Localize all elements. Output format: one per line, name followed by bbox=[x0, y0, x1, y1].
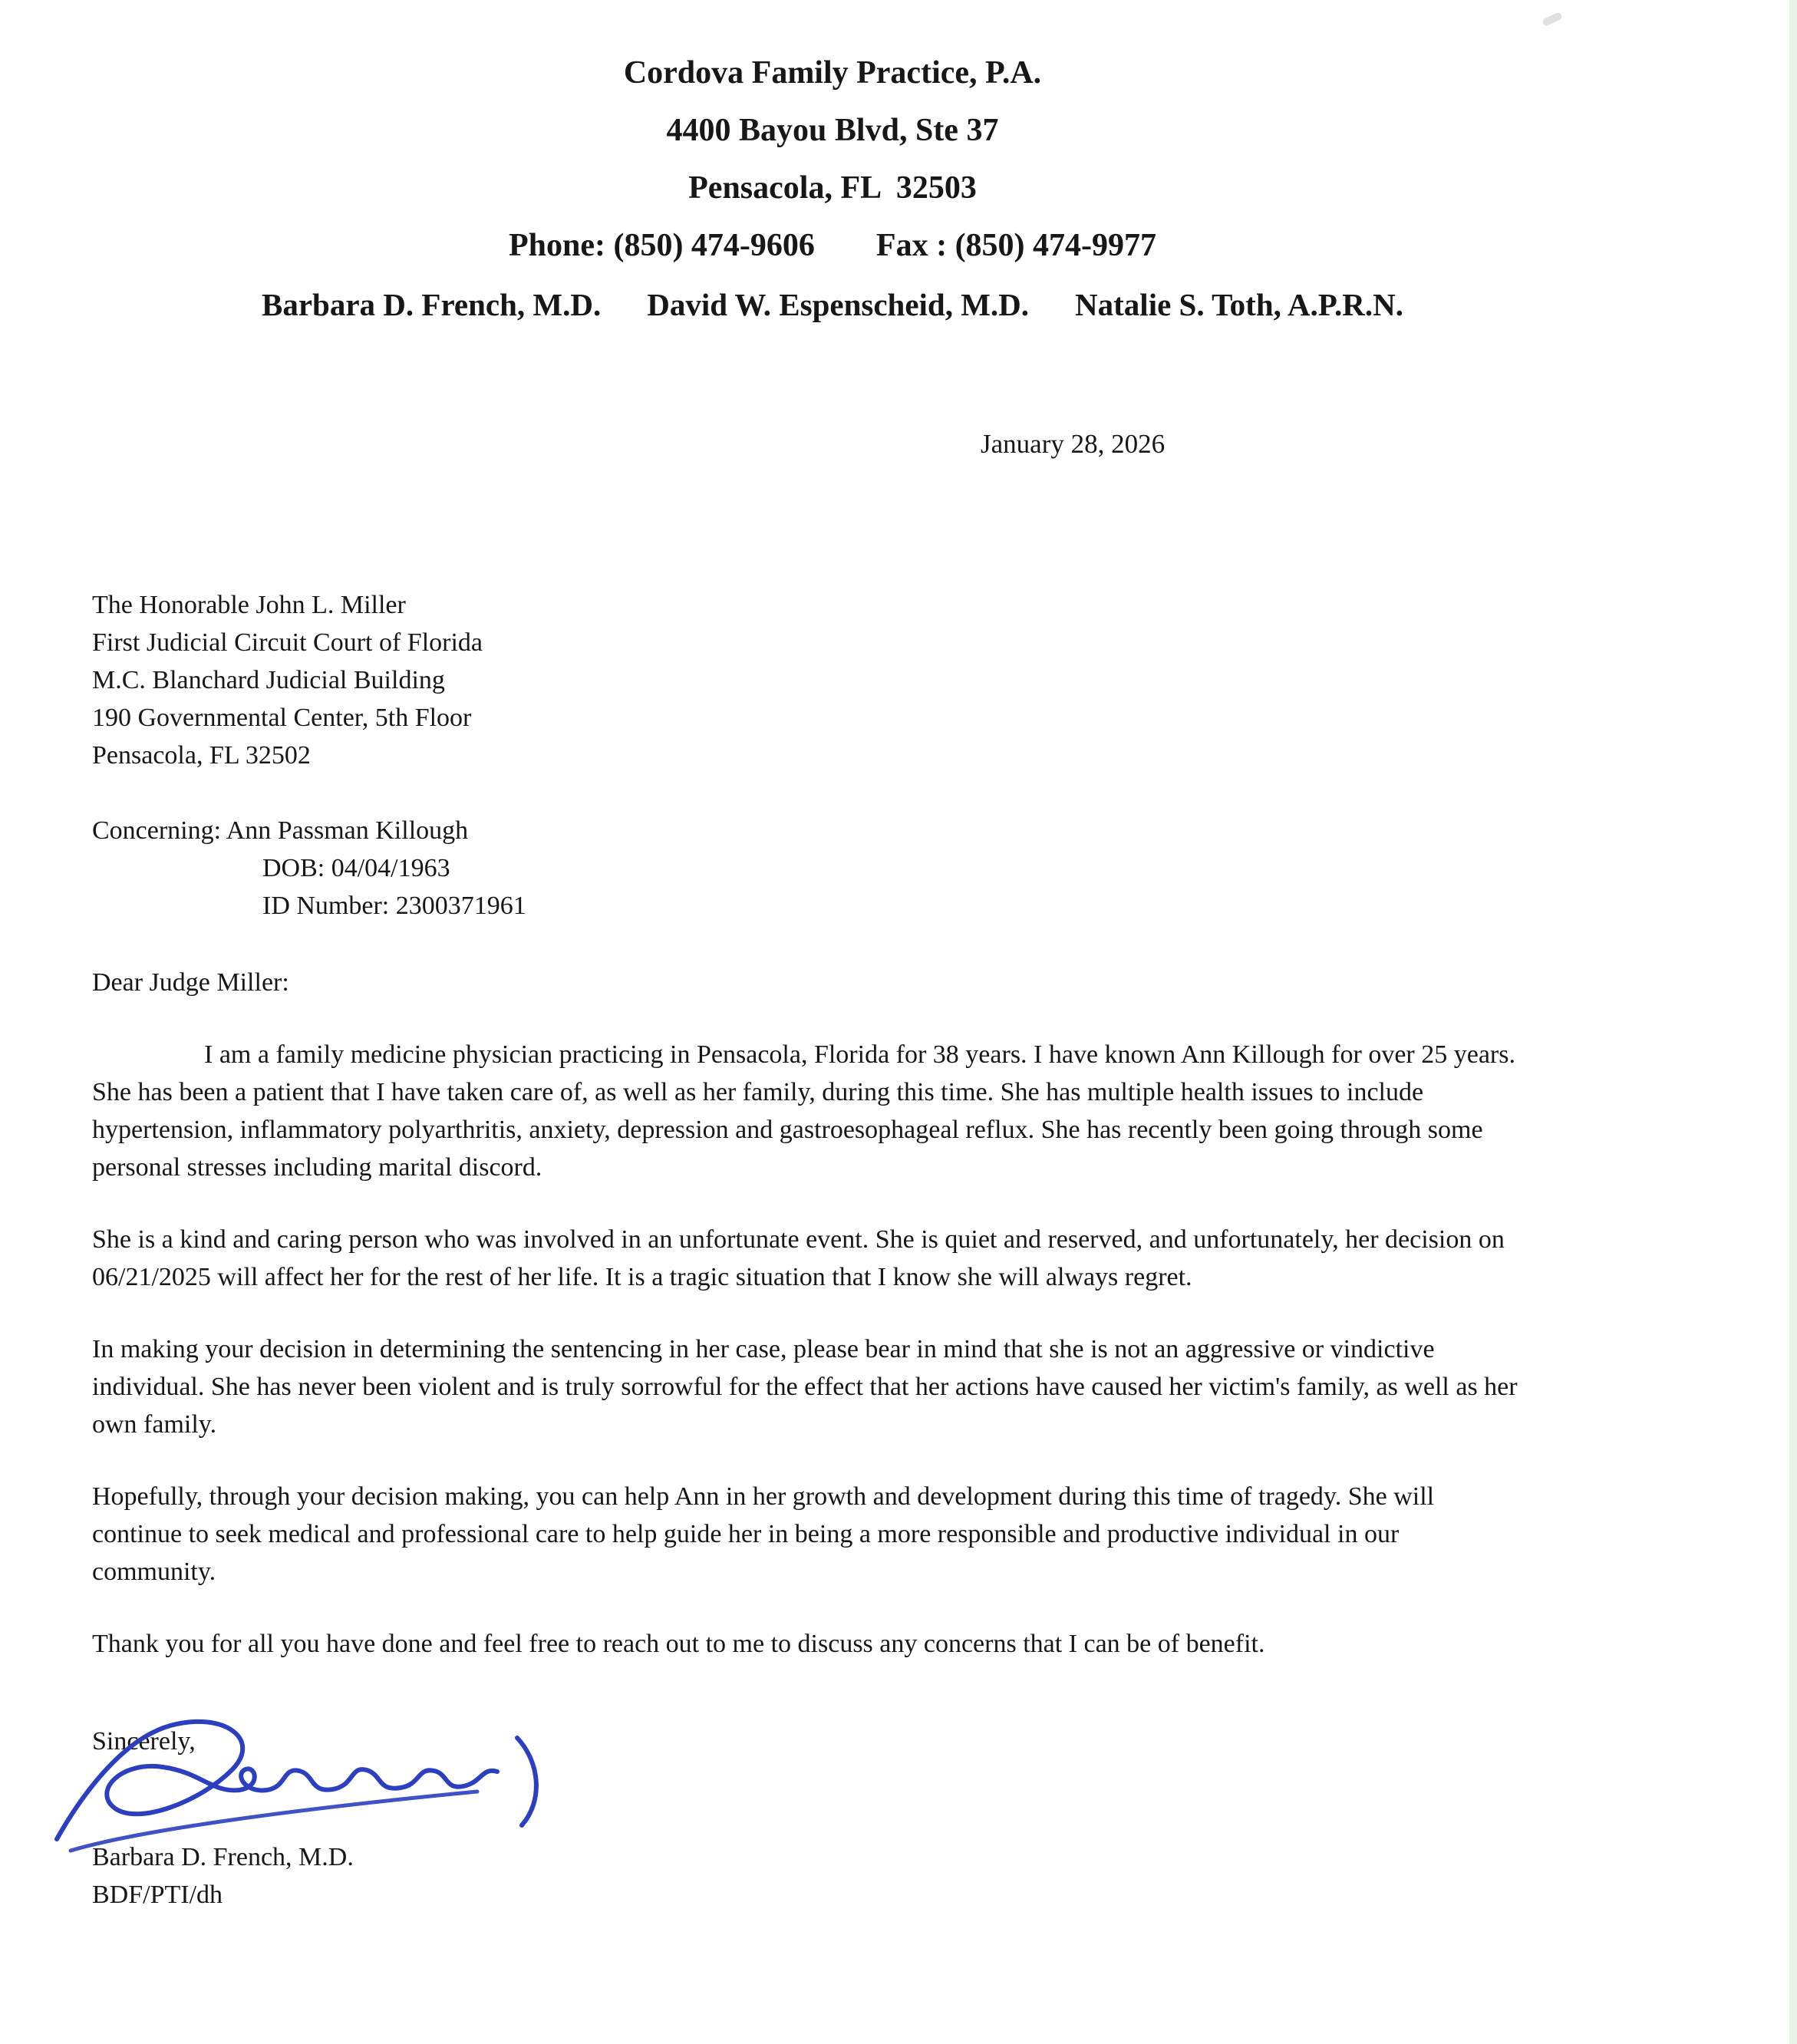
sincerely-text: Sincerely, bbox=[92, 1727, 196, 1756]
paragraph-5: Thank you for all you have done and feel free to reach out to me to discuss any concerns that I can be of benefit. bbox=[92, 1630, 1265, 1658]
paragraph-2: She is a kind and caring person who was involved in an unfortunate event. She is quiet and reserved, and unfortunately, her decision on 06/21/2025 will affect her for the rest of her life. It is a tragic situation that I know she will always regret. bbox=[92, 1225, 1505, 1291]
reference-initials: BDF/PTI/dh bbox=[92, 1881, 223, 1909]
recipient-line: Pensacola, FL 32502 bbox=[92, 741, 311, 770]
provider-2: David W. Espenscheid, M.D. bbox=[647, 287, 1030, 322]
letterhead bbox=[0, 0, 1665, 335]
concerning-dob: DOB: 04/04/1963 bbox=[262, 854, 450, 882]
closing-block bbox=[92, 1723, 1519, 1914]
letterhead-city-state-zip: Pensacola, FL 32503 bbox=[688, 170, 977, 206]
letter-body bbox=[92, 586, 1519, 1914]
letterhead-fax: Fax : (850) 474-9977 bbox=[875, 228, 1157, 263]
practice-name: Cordova Family Practice, P.A. bbox=[623, 55, 1042, 91]
concerning-subject: Concerning: Ann Passman Killough bbox=[92, 816, 469, 845]
scanner-edge-artifact bbox=[1789, 0, 1797, 2044]
paragraph-3: In making your decision in determining the sentencing in her case, please bear in mind that she is not an aggressive or vindictive individual. She has never been violent and is truly sorrowful for the effect that her actions have caused her victim's family, as well as her own family. bbox=[92, 1335, 1518, 1439]
salutation: Dear Judge Miller: bbox=[92, 968, 289, 997]
letterhead-phone-fax bbox=[0, 217, 1665, 275]
paragraph-4: Hopefully, through your decision making, you can help Ann in her growth and development during this time of tragedy. She will continue to seek medical and professional care to help guide her in being a more responsible and productive individual in our community. bbox=[92, 1482, 1435, 1586]
recipient-address-block bbox=[92, 586, 1519, 774]
paragraph-1: I am a family medicine physician practicing in Pensacola, Florida for 38 years. I have known Ann Killough for over 25 years. She has been a patient that I have taken care of, as well as her family, during this time. She has multiple health issues to include hypertension, inflammatory polyarthritis, anxiety, depression and gastroesophageal reflux. She has recently been going through some personal stresses including marital discord. bbox=[92, 1040, 1515, 1182]
letter-date: January 28, 2026 bbox=[981, 429, 1166, 459]
letterhead-street: 4400 Bayou Blvd, Ste 37 bbox=[666, 113, 999, 148]
provider-3: Natalie S. Toth, A.P.R.N. bbox=[1075, 287, 1403, 322]
recipient-line: The Honorable John L. Miller bbox=[92, 591, 406, 619]
concerning-block bbox=[92, 812, 1519, 925]
provider-1: Barbara D. French, M.D. bbox=[262, 287, 602, 322]
provider-names bbox=[0, 275, 1665, 335]
recipient-line: M.C. Blanchard Judicial Building bbox=[92, 666, 445, 694]
letterhead-phone: Phone: (850) 474-9606 bbox=[508, 228, 815, 263]
recipient-line: First Judicial Circuit Court of Florida bbox=[92, 628, 483, 657]
signature-printed-name: Barbara D. French, M.D. bbox=[92, 1843, 354, 1871]
concerning-id-number: ID Number: 2300371961 bbox=[262, 892, 526, 920]
recipient-line: 190 Governmental Center, 5th Floor bbox=[92, 704, 472, 732]
